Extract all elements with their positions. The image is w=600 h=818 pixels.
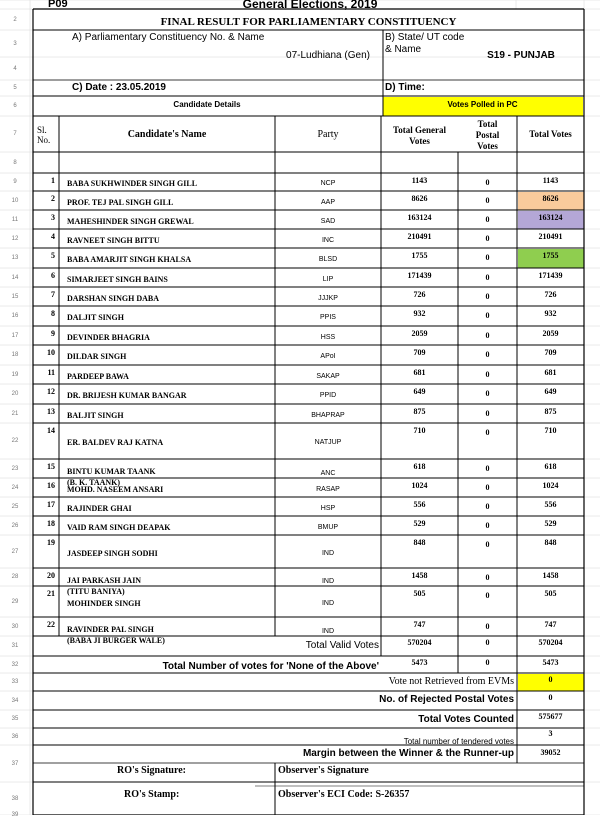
row-number: 4: [13, 65, 17, 72]
candidate-name: SIMARJEET SINGH BAINS: [67, 274, 168, 284]
candidate-total-votes: 163124: [538, 213, 563, 222]
candidate-total-votes: 1143: [542, 176, 559, 185]
candidate-total-votes: 649: [544, 387, 557, 396]
row-number: 11: [11, 216, 19, 223]
sheet-code: P09: [48, 0, 68, 10]
party-header: Party: [317, 129, 339, 140]
candidate-name: MOHD. NASEEM ANSARI: [67, 484, 164, 494]
candidate-party: BHAPRAP: [311, 411, 345, 419]
row-number: 27: [11, 548, 19, 555]
candidate-party: AAP: [320, 198, 335, 206]
pc-value: 07-Ludhiana (Gen): [286, 50, 370, 61]
nota-postal-votes: 0: [485, 658, 490, 667]
candidate-general-votes: 1755: [411, 251, 428, 260]
row-number: 37: [11, 760, 19, 767]
candidate-general-votes: 649: [413, 387, 426, 396]
row-number: 9: [13, 179, 17, 185]
candidate-general-votes: 681: [413, 368, 426, 377]
candidate-general-votes: 726: [413, 290, 426, 299]
candidate-total-votes: 556: [544, 500, 557, 509]
candidate-postal-votes: 0: [485, 622, 490, 631]
row-number: 25: [11, 503, 19, 510]
general-votes-header: Total General Votes: [393, 125, 446, 147]
row-number: 32: [11, 661, 19, 668]
candidate-postal-votes: 0: [485, 428, 490, 437]
date-label: C) Date : 23.05.2019: [72, 82, 166, 93]
candidate-party: PPID: [319, 392, 337, 399]
row-number: 28: [11, 574, 19, 580]
evm-label: Vote not Retrieved from EVMs: [388, 676, 514, 687]
row-number: 16: [11, 313, 19, 319]
candidate-name: DARSHAN SINGH DABA: [67, 293, 160, 303]
candidate-name: BABA SUKHWINDER SINGH GILL: [67, 179, 198, 188]
candidate-postal-votes: 0: [485, 409, 490, 418]
row-number: 22: [11, 438, 19, 444]
row-number: 24: [11, 484, 19, 491]
candidate-postal-votes: 0: [485, 331, 490, 340]
time-label: D) Time:: [385, 82, 425, 93]
candidate-party: IND: [321, 627, 335, 635]
candidate-name: DR. BRIJESH KUMAR BANGAR: [67, 391, 187, 400]
row-number: 23: [11, 465, 19, 472]
ro-signature-label: RO's Signature:: [117, 765, 186, 776]
state-label: B) State/ UT code & Name: [385, 32, 465, 55]
candidate-sl-no: 2: [51, 194, 55, 203]
candidate-general-votes: 747: [413, 620, 426, 629]
candidate-postal-votes: 0: [485, 273, 490, 282]
candidate-name: ER. BALDEV RAJ KATNA: [67, 438, 164, 447]
candidate-total-votes: 710: [544, 426, 557, 435]
row-number: 21: [11, 410, 19, 417]
candidate-party: HSS: [320, 333, 336, 341]
row-number: 3: [13, 40, 17, 47]
candidate-total-votes: 8626: [542, 194, 559, 203]
candidate-sl-no: 17: [47, 500, 55, 509]
candidate-name: PROF. TEJ PAL SINGH GILL: [67, 197, 174, 207]
tendered-votes-value: 3: [548, 729, 553, 738]
candidate-postal-votes: 0: [485, 573, 490, 582]
row-number: 5: [13, 85, 17, 91]
candidate-sl-no: 9: [51, 329, 55, 338]
nota-general-votes: 5473: [411, 658, 428, 667]
valid-votes-label: Total Valid Votes: [305, 640, 379, 651]
row-number: 34: [11, 697, 19, 704]
candidate-sl-no: 10: [47, 348, 55, 357]
candidate-name: MOHINDER SINGH: [67, 598, 141, 608]
candidate-sl-no: 4: [51, 232, 55, 241]
candidate-total-votes: 875: [544, 407, 557, 416]
candidate-total-votes: 505: [544, 589, 557, 598]
candidate-general-votes: 932: [413, 309, 426, 318]
row-number: 39: [11, 812, 19, 818]
candidate-total-votes: 848: [544, 538, 557, 547]
candidate-party: LIP: [322, 275, 334, 283]
candidate-total-votes: 171439: [538, 271, 563, 280]
row-number: 36: [11, 733, 19, 740]
candidate-total-votes: 1024: [542, 481, 559, 490]
candidate-party: SAKAP: [316, 372, 340, 380]
candidate-name: BABA AMARJIT SINGH KHALSA: [67, 255, 192, 264]
candidate-postal-votes: 0: [485, 350, 490, 359]
candidate-total-votes: 618: [544, 462, 557, 471]
votes-polled-heading: Votes Polled in PC: [447, 100, 518, 109]
row-number: 31: [11, 643, 19, 649]
candidate-postal-votes: 0: [485, 540, 490, 549]
candidate-general-votes: 529: [413, 519, 426, 528]
candidate-sl-no: 7: [51, 290, 55, 299]
candidate-total-votes: 1458: [542, 571, 559, 580]
margin-label: Margin between the Winner & the Runner-up: [302, 748, 514, 759]
candidate-sl-no: 16: [47, 481, 55, 490]
observer-code-label: Observer's ECI Code: S-26357: [278, 789, 410, 800]
candidate-postal-votes: 0: [485, 521, 490, 530]
sheet-title: General Elections, 2019: [242, 0, 378, 11]
candidate-general-votes: 848: [413, 538, 426, 547]
candidate-name: RAJINDER GHAI: [67, 503, 132, 513]
row-number: 29: [11, 598, 19, 605]
candidate-general-votes: 8626: [411, 194, 428, 203]
candidate-party: BLSD: [318, 256, 338, 263]
candidate-postal-votes: 0: [485, 196, 490, 205]
candidate-total-votes: 529: [544, 519, 557, 528]
votes-counted-value: 575677: [538, 712, 563, 721]
row-number: 35: [11, 716, 19, 722]
candidate-party: APoI: [320, 353, 336, 360]
candidate-name-alias: (TITU BANIYA): [67, 587, 125, 596]
candidate-name: MAHESHINDER SINGH GREWAL: [67, 216, 194, 226]
row-number: 8: [13, 159, 17, 166]
candidate-name: BINTU KUMAR TAANK: [67, 467, 156, 476]
row-number: 12: [11, 235, 19, 242]
candidate-name: RAVNEET SINGH BITTU: [67, 235, 160, 245]
candidate-sl-no: 8: [51, 309, 55, 318]
candidate-party: PPIS: [320, 314, 336, 321]
candidate-general-votes: 505: [413, 589, 426, 598]
row-number: 14: [11, 274, 19, 281]
candidate-general-votes: 163124: [407, 213, 432, 222]
candidate-name: BALJIT SINGH: [67, 410, 124, 420]
candidate-sl-no: 11: [47, 368, 55, 377]
candidate-total-votes: 2059: [542, 329, 559, 338]
candidate-sl-no: 18: [47, 519, 55, 528]
rejected-postal-value: 0: [548, 693, 553, 702]
row-number: 13: [11, 255, 19, 261]
candidate-postal-votes: 0: [485, 253, 490, 262]
nota-total-votes: 5473: [542, 658, 559, 667]
row-number: 7: [13, 131, 17, 137]
candidate-party: HSP: [320, 504, 336, 512]
candidate-sl-no: 15: [47, 462, 55, 471]
candidate-postal-votes: 0: [485, 370, 490, 379]
candidate-general-votes: 618: [413, 462, 426, 471]
candidate-total-votes: 210491: [538, 232, 563, 241]
postal-votes-header: Total Postal Votes: [475, 119, 500, 151]
candidate-sl-no: 5: [51, 251, 55, 260]
candidate-name: VAID RAM SINGH DEAPAK: [67, 522, 171, 532]
candidate-total-votes: 709: [544, 348, 557, 357]
candidate-party: NATJUP: [314, 439, 342, 446]
candidate-general-votes: 210491: [407, 232, 432, 241]
candidate-name: DALJIT SINGH: [67, 313, 124, 322]
candidate-party: SAD: [320, 217, 336, 225]
row-number: 6: [13, 103, 17, 109]
candidate-postal-votes: 0: [485, 483, 490, 492]
candidate-name-header: Candidate's Name: [127, 129, 207, 140]
candidate-party: INC: [321, 236, 335, 244]
candidate-party: ANC: [320, 469, 336, 477]
candidate-total-votes: 932: [544, 309, 557, 318]
candidate-general-votes: 556: [413, 500, 426, 509]
pc-label: A) Parliamentary Constituency No. & Name: [72, 32, 265, 43]
candidate-total-votes: 681: [544, 368, 557, 377]
evm-value: 0: [548, 675, 553, 684]
candidate-general-votes: 171439: [407, 271, 432, 280]
candidate-name: DEVINDER BHAGRIA: [67, 332, 150, 342]
candidate-party: IND: [321, 578, 335, 585]
total-votes-header: Total Votes: [529, 129, 572, 139]
candidate-sl-no: 14: [47, 426, 55, 435]
row-number: 17: [11, 332, 19, 339]
candidate-general-votes: 709: [413, 348, 426, 357]
candidate-name: DILDAR SINGH: [67, 352, 127, 361]
candidate-postal-votes: 0: [485, 591, 490, 600]
candidate-sl-no: 6: [51, 271, 55, 280]
candidate-sl-no: 1: [51, 176, 55, 185]
candidate-party: NCP: [320, 180, 336, 187]
candidate-postal-votes: 0: [485, 389, 490, 398]
observer-signature-label: Observer's Signature: [278, 765, 369, 776]
candidate-postal-votes: 0: [485, 234, 490, 243]
row-number: 20: [11, 391, 19, 397]
candidate-total-votes: 1755: [542, 251, 559, 260]
margin-value: 39052: [540, 748, 561, 757]
candidate-general-votes: 875: [413, 407, 426, 416]
row-number: 18: [11, 352, 19, 358]
candidate-sl-no: 12: [47, 387, 55, 396]
tendered-votes-label: Total number of tendered votes: [403, 737, 514, 746]
valid-total-votes: 570204: [538, 638, 563, 647]
state-value: S19 - PUNJAB: [487, 50, 555, 61]
candidate-postal-votes: 0: [485, 502, 490, 511]
candidate-name: JAI PARKASH JAIN: [67, 576, 142, 585]
candidate-sl-no: 21: [47, 589, 55, 598]
candidate-postal-votes: 0: [485, 215, 490, 224]
candidate-sl-no: 3: [51, 213, 55, 222]
valid-general-votes: 570204: [407, 638, 432, 647]
candidate-party: IND: [321, 599, 335, 607]
rejected-postal-label: No. of Rejected Postal Votes: [379, 694, 514, 705]
candidate-name-alias: (B. K. TAANK): [67, 478, 121, 487]
candidate-general-votes: 1024: [411, 481, 428, 490]
candidate-sl-no: 13: [47, 407, 55, 416]
candidate-name-alias: (BABA JI BURGER WALE): [67, 636, 165, 645]
row-number: 10: [11, 197, 19, 204]
candidate-postal-votes: 0: [485, 311, 490, 320]
sl-no-header: Sl. No.: [37, 125, 51, 146]
candidate-party: RASAP: [316, 485, 340, 493]
nota-label: Total Number of votes for 'None of the Above': [162, 661, 379, 672]
candidate-name: RAVINDER PAL SINGH: [67, 625, 154, 634]
candidate-sl-no: 20: [47, 571, 55, 580]
candidate-sl-no: 19: [47, 538, 55, 547]
row-number: 2: [13, 16, 17, 23]
ro-stamp-label: RO's Stamp:: [124, 789, 180, 800]
candidate-total-votes: 747: [544, 620, 557, 629]
valid-postal-votes: 0: [485, 638, 490, 647]
votes-counted-label: Total Votes Counted: [418, 714, 514, 725]
candidate-postal-votes: 0: [485, 292, 490, 301]
candidate-general-votes: 710: [413, 426, 426, 435]
candidate-postal-votes: 0: [485, 464, 490, 473]
candidate-postal-votes: 0: [485, 178, 490, 187]
row-number: 15: [11, 293, 19, 300]
candidate-sl-no: 22: [47, 620, 55, 629]
candidate-general-votes: 1458: [411, 571, 428, 580]
candidate-details-heading: Candidate Details: [173, 100, 241, 109]
row-number: 19: [11, 371, 19, 378]
row-number: 26: [11, 522, 19, 529]
candidate-total-votes: 726: [544, 290, 557, 299]
candidate-name: PARDEEP BAWA: [67, 371, 129, 381]
row-number: 33: [11, 679, 19, 685]
candidate-general-votes: 2059: [411, 329, 428, 338]
candidate-name: JASDEEP SINGH SODHI: [67, 548, 158, 558]
candidate-general-votes: 1143: [411, 176, 428, 185]
result-subtitle: FINAL RESULT FOR PARLIAMENTARY CONSTITUENCY: [160, 16, 457, 28]
candidate-party: IND: [321, 549, 335, 557]
candidate-party: BMUP: [317, 523, 339, 531]
row-number: 38: [11, 795, 19, 802]
row-number: 30: [11, 623, 19, 630]
candidate-party: JJJKP: [318, 294, 338, 302]
